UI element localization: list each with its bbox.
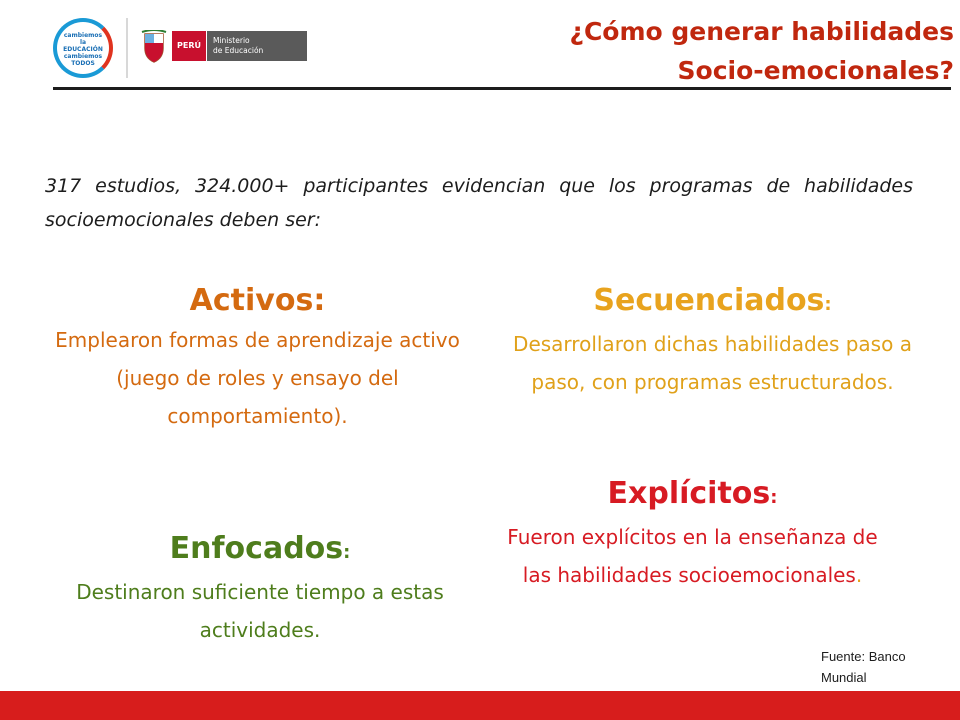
source-note: Fuente: Banco Mundial	[821, 649, 906, 685]
ministry-line-1: Ministerio	[213, 36, 250, 45]
activos-description: Emplearon formas de aprendizaje activo (juego de roles y ensayo del comportamiento).	[55, 328, 460, 428]
item-activos	[55, 281, 460, 435]
enfocados-heading: Enfocados	[169, 531, 344, 566]
title-underline	[53, 87, 951, 90]
secuenciados-heading: Secuenciados	[593, 283, 825, 318]
bottom-band	[0, 691, 960, 720]
coat-of-arms-icon	[141, 30, 167, 64]
page-title-line-1: ¿Cómo generar habilidades	[569, 17, 954, 46]
explicitos-description-row	[495, 518, 890, 594]
explicitos-colon: :	[770, 487, 778, 508]
peru-label: PERÚ	[172, 31, 206, 61]
page-title	[470, 12, 954, 90]
item-explicitos	[495, 474, 890, 594]
enfocados-description: Destinaron suficiente tiempo a estas actividades.	[76, 580, 444, 642]
secuenciados-description: Desarrollaron dichas habilidades paso a paso, con programas estructurados.	[513, 332, 912, 394]
item-secuenciados	[505, 281, 920, 401]
enfocados-colon: :	[343, 542, 351, 563]
explicitos-heading-row	[495, 474, 890, 518]
explicitos-description: Fueron explícitos en la enseñanza de las habilidades socioemocionales	[507, 525, 878, 587]
ministry-line-2: de Educación	[213, 46, 264, 55]
campaign-logo-text: cambiemos la EDUCACIÓN cambiemos TODOS	[63, 32, 103, 67]
explicitos-heading: Explícitos	[607, 476, 771, 511]
activos-heading: Activos:	[189, 283, 326, 318]
ministry-label	[207, 31, 307, 61]
campaign-logo	[53, 18, 113, 78]
enfocados-heading-row	[50, 529, 470, 573]
secuenciados-heading-row	[505, 281, 920, 325]
header-divider	[126, 18, 128, 78]
intro-text: 317 estudios, 324.000+ participantes evidencian que los programas de habilidades socioemocionales deben ser:	[45, 175, 913, 231]
page-title-line-2: Socio-emocionales?	[677, 56, 954, 85]
item-enfocados	[50, 529, 470, 649]
explicitos-period: .	[855, 563, 863, 587]
secuenciados-colon: :	[824, 294, 832, 315]
